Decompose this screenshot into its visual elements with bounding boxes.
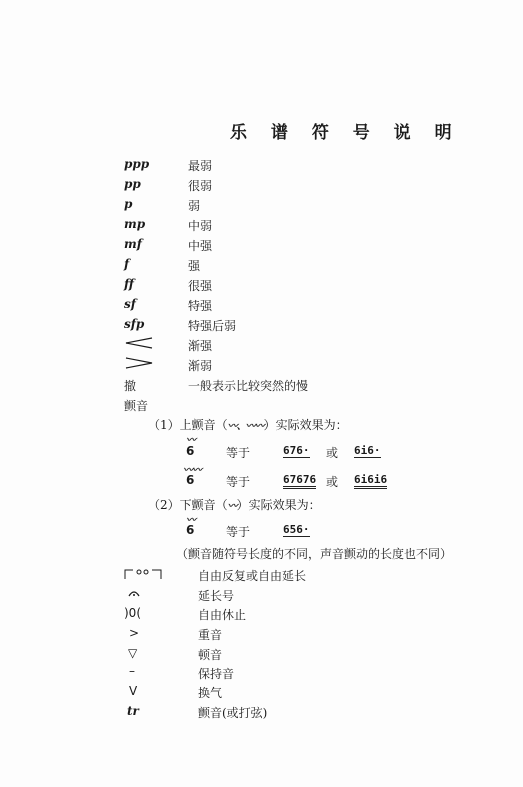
note-six: 6 — [186, 523, 195, 537]
decrescendo-hairpin-icon — [124, 357, 154, 369]
lower-trill-mark: 〰 — [227, 501, 237, 512]
free-rest-symbol: )0( — [124, 606, 141, 620]
page-title: 乐 谱 符 号 说 明 — [230, 123, 461, 143]
note-six: 6 — [186, 444, 195, 458]
meaning-fermata: 延长号 — [198, 589, 235, 603]
fermata-icon — [128, 589, 140, 597]
symbol-sfp: sfp — [124, 317, 145, 331]
equals-label: 等于 — [226, 446, 251, 460]
accent-icon: > — [129, 626, 140, 640]
meaning-fermata-repeat: 自由反复或自由延长 — [198, 569, 307, 583]
meaning-staccato: 顿音 — [198, 648, 223, 662]
meaning-free-rest: 自由休止 — [198, 608, 247, 622]
meaning-f: 强 — [188, 259, 201, 273]
lower-trill-label — [148, 496, 321, 513]
trill-note: （颤音随符号长度的不同，声音颤动的长度也不同） — [176, 547, 453, 561]
meaning-crescendo: 渐强 — [188, 339, 213, 353]
meaning-ff: 很强 — [188, 279, 213, 293]
meaning-sf: 特强 — [188, 299, 213, 313]
meaning-mp: 中弱 — [188, 219, 213, 233]
lower-trill-label-end: ）实际效果为： — [236, 498, 321, 512]
upper-ex2-a: 67676 — [283, 473, 316, 489]
symbol-ppp: ppp — [124, 157, 150, 171]
meaning-decrescendo: 渐弱 — [188, 359, 213, 373]
or-label: 或 — [326, 446, 339, 460]
crescendo-hairpin-icon — [124, 337, 154, 349]
upper-ex2-b: 6i6i6 — [354, 473, 387, 489]
meaning-accent: 重音 — [198, 628, 223, 642]
trill-heading: 颤音 — [124, 399, 149, 413]
meaning-sfp: 特强后弱 — [188, 319, 237, 333]
symbol-mp: mp — [124, 217, 146, 231]
upper-ex1-a: 676· — [283, 444, 310, 457]
meaning-p: 弱 — [188, 199, 201, 213]
symbol-sf: sf — [124, 297, 136, 311]
meaning-breath: 换气 — [198, 686, 223, 700]
lower-ex-a: 656· — [283, 523, 310, 536]
staccato-icon: ▽ — [128, 646, 138, 660]
symbol-p: p — [124, 197, 133, 211]
meaning-ppp: 最弱 — [188, 159, 213, 173]
meaning-tenuto: 保持音 — [198, 667, 235, 681]
symbol-ff: ff — [124, 277, 134, 291]
trill-symbol: tr — [127, 704, 139, 718]
symbol-pp: pp — [124, 177, 141, 191]
trill-long-icon: 〰〰 — [183, 465, 201, 476]
meaning-mf: 中强 — [188, 239, 213, 253]
meaning-che: 一般表示比较突然的慢 — [188, 379, 309, 393]
meaning-trill: 颤音(或打弦) — [198, 706, 268, 720]
symbol-f: f — [124, 257, 130, 271]
trill-short-icon: 〰 — [186, 435, 195, 446]
breath-icon: V — [129, 684, 138, 698]
symbol-che: 撤 — [124, 379, 137, 393]
equals-label: 等于 — [226, 525, 251, 539]
tenuto-icon: – — [129, 664, 135, 678]
upper-ex1-b: 6i6· — [354, 444, 381, 457]
meaning-pp: 很弱 — [188, 179, 213, 193]
upper-trill-label — [148, 416, 348, 433]
or-label: 或 — [326, 475, 339, 489]
lower-trill-icon: 〰 — [186, 515, 195, 526]
upper-trill-label-start: （1）上颤音（ — [148, 418, 228, 432]
fermata-repeat-icon — [124, 567, 164, 579]
symbol-mf: mf — [124, 237, 142, 251]
trill-marks: 〰、〰〰 — [227, 421, 264, 432]
equals-label: 等于 — [226, 475, 251, 489]
upper-trill-label-end: ）实际效果为： — [263, 418, 348, 432]
note-six: 6 — [186, 473, 195, 487]
lower-trill-label-start: （2）下颤音（ — [148, 498, 228, 512]
